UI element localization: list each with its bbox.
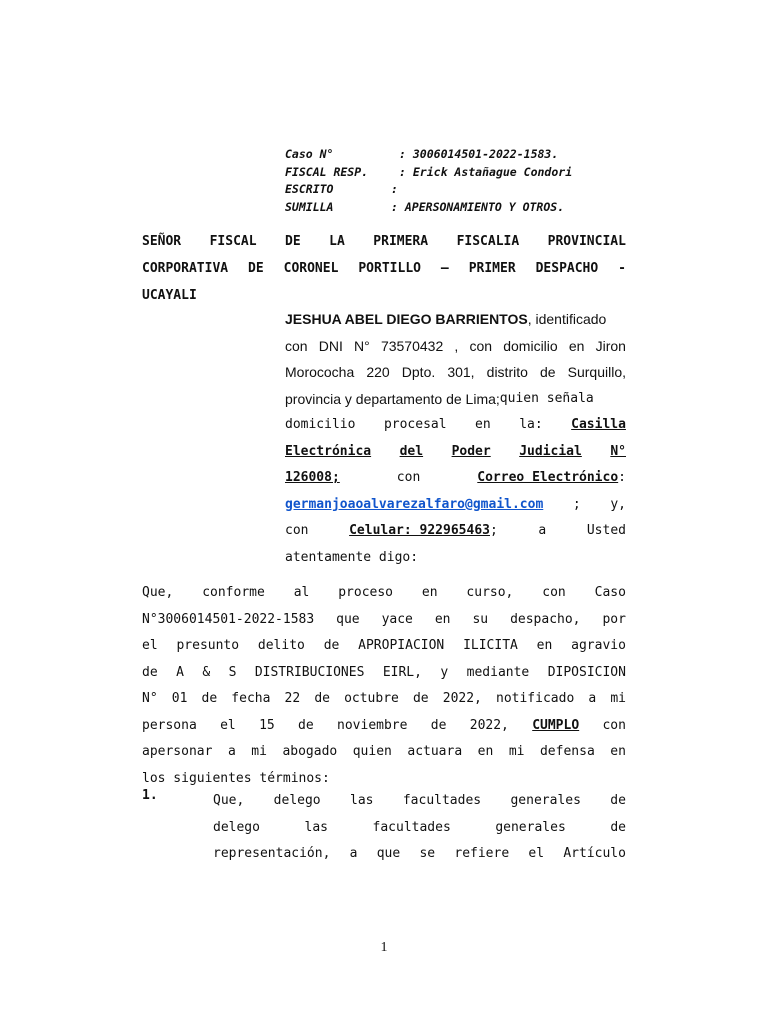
word: 220: [366, 364, 390, 380]
word: representación,: [213, 846, 331, 861]
ident-line-8: [285, 492, 626, 519]
word: Jiron: [595, 337, 626, 354]
word: Que,: [213, 793, 245, 808]
word: el: [220, 717, 236, 733]
word: de: [610, 793, 626, 808]
word: el: [528, 846, 545, 861]
word: con: [542, 585, 566, 600]
word: de: [298, 717, 314, 733]
word: a: [538, 523, 547, 538]
sumilla-value: APERSONAMIENTO Y OTROS.: [404, 199, 565, 214]
word: de: [412, 691, 429, 706]
cumplo-keyword: CUMPLO: [532, 717, 580, 733]
word: de: [430, 717, 447, 733]
fiscal-row: [285, 164, 572, 182]
word: en: [477, 744, 494, 759]
word: –: [440, 261, 449, 276]
word: noviembre: [337, 717, 408, 733]
word: y,: [610, 496, 626, 512]
word: Caso: [594, 585, 626, 600]
addressee-line-1: [142, 228, 626, 255]
word: APROPIACION: [358, 638, 445, 653]
word: LA: [329, 234, 345, 249]
word: DE: [285, 234, 301, 249]
word: -: [618, 261, 626, 276]
body-line-3: [142, 633, 626, 660]
case-number-value: 3006014501-2022-1583.: [412, 147, 559, 161]
word: su: [472, 611, 489, 627]
word: procesal: [383, 417, 447, 432]
email-label: Correo Electrónico: [477, 470, 619, 485]
word: Morococha: [285, 364, 355, 380]
word: por: [602, 611, 626, 627]
party-name: JESHUA ABEL DIEGO BARRIENTOS: [285, 311, 528, 327]
escrito-row: [285, 181, 572, 199]
word: delego: [213, 819, 260, 835]
word: DNI: [318, 337, 343, 354]
word: &: [202, 664, 211, 680]
word: el: [142, 638, 158, 653]
word: N°: [610, 443, 626, 459]
word: despacho,: [510, 611, 581, 627]
word: Poder: [451, 443, 491, 459]
word: mi: [251, 744, 267, 759]
word: en: [610, 744, 626, 759]
word: delito: [257, 638, 305, 653]
addressee-line-3: UCAYALI: [142, 288, 197, 303]
word: Artículo: [563, 846, 626, 861]
word: 2022,: [442, 691, 482, 706]
escrito-label: ESCRITO: [285, 182, 334, 196]
word: delego: [273, 793, 321, 808]
word: persona: [142, 717, 197, 733]
case-number-row: [285, 146, 572, 164]
body-line-2: [142, 607, 626, 634]
word: proceso: [338, 585, 394, 600]
word: 73570432: [380, 337, 444, 354]
word: en: [536, 638, 553, 653]
case-number-sep: :: [399, 147, 406, 161]
word: apersonar: [142, 744, 213, 759]
word: de: [610, 819, 626, 835]
ident-text: atentamente digo:: [285, 549, 419, 565]
word: quien: [352, 744, 392, 759]
fiscal-value: Erick Astañague Condori: [412, 164, 573, 179]
ident-line-4: [285, 386, 626, 413]
word: PRIMER: [468, 261, 516, 276]
word: con: [602, 717, 626, 733]
word: Que,: [142, 585, 174, 600]
word: facultades: [402, 793, 482, 808]
word: FISCALIA: [456, 234, 520, 249]
word: 22: [284, 691, 301, 706]
word: de: [323, 638, 340, 653]
word: fecha: [231, 691, 271, 706]
word: en: [421, 585, 438, 600]
word: mi: [508, 744, 525, 759]
word: las: [304, 819, 328, 835]
word: 2022,: [469, 717, 509, 733]
word: yace: [381, 611, 413, 627]
body-line-5: [142, 686, 626, 713]
body-line-4: [142, 660, 626, 687]
word: DIPOSICION: [547, 664, 626, 680]
word: de: [201, 691, 218, 706]
body-line-6: [142, 713, 626, 740]
casilla-number: 126008;: [285, 470, 340, 485]
ident-text: provincia y departamento de Lima;: [285, 390, 500, 407]
ident-line-2: [285, 333, 626, 360]
word: ILICITA: [463, 638, 518, 653]
word: con: [396, 470, 421, 485]
word: que: [336, 611, 360, 627]
word: a: [588, 691, 597, 706]
phone-number: Celular: 922965463: [349, 523, 490, 538]
word: octubre: [344, 691, 399, 706]
sumilla-sep: :: [391, 199, 398, 214]
word: PROVINCIAL: [547, 234, 626, 249]
sumilla-row: [285, 199, 572, 217]
body-line-1: [142, 580, 626, 607]
item-line-2: [213, 815, 626, 842]
case-header: [285, 146, 572, 216]
word: de: [539, 364, 556, 380]
word: A: [176, 664, 184, 680]
word: DISTRIBUCIONES: [254, 664, 365, 680]
item-line-3: [213, 841, 626, 868]
word: que: [376, 846, 401, 861]
ident-line-10: [285, 545, 626, 572]
word: Usted: [586, 523, 626, 538]
word: PORTILLO: [358, 261, 421, 276]
fiscal-sep: :: [399, 164, 406, 179]
word: 15: [259, 717, 275, 733]
word: Surquillo,: [567, 364, 626, 380]
word: y: [440, 664, 449, 680]
word: FISCAL: [209, 234, 257, 249]
word: distrito: [486, 364, 528, 380]
ident-line-1: [285, 306, 626, 333]
body-line-7: [142, 739, 626, 766]
ident-line-6: [285, 439, 626, 466]
word: SEÑOR: [142, 234, 182, 249]
word: N°: [354, 337, 370, 354]
ident-text: quien señala: [499, 390, 594, 406]
word: curso,: [466, 585, 514, 600]
word: Judicial: [519, 443, 582, 459]
word: a: [349, 846, 358, 861]
word: abogado: [282, 744, 338, 759]
word: DE: [248, 261, 264, 276]
word: agravio: [571, 638, 626, 653]
fiscal-label: FISCAL RESP.: [285, 164, 369, 179]
word: 301,: [447, 364, 475, 380]
word: domicilio: [503, 337, 558, 354]
ident-line-3: [285, 359, 626, 386]
word: 01: [171, 691, 188, 706]
word: domicilio: [285, 417, 356, 432]
word: mediante: [466, 664, 530, 680]
word: del: [399, 443, 424, 459]
word: DESPACHO: [535, 261, 599, 276]
word: PRIMERA: [373, 234, 429, 249]
addressee-line-2: [142, 255, 626, 282]
word: en: [434, 611, 451, 627]
word: las: [350, 793, 374, 808]
body-paragraph: [142, 580, 626, 792]
email-link[interactable]: germanjoaoalvarezalfaro@gmail.com: [285, 496, 544, 512]
word: se: [419, 846, 436, 861]
word: facultades: [372, 819, 451, 835]
addressee: [142, 228, 626, 309]
word: al: [293, 585, 310, 600]
word: generales: [495, 819, 566, 835]
word: N°: [142, 691, 158, 706]
word: :: [618, 470, 626, 485]
word: con: [285, 523, 309, 538]
word: de: [314, 691, 330, 706]
word: ,: [454, 337, 459, 354]
word: CORPORATIVA: [142, 261, 229, 276]
word: N°3006014501-2022-1583: [142, 611, 315, 627]
ident-text: , identificado: [527, 311, 607, 327]
item-1-text: [213, 788, 626, 868]
page-number: 1: [380, 940, 388, 955]
word: con: [285, 337, 308, 354]
word: notificado: [496, 691, 575, 706]
word: mi: [610, 691, 626, 706]
word: ;: [489, 523, 498, 538]
identification-paragraph: [285, 306, 626, 571]
case-number-label: Caso N°: [285, 147, 334, 161]
word: la:: [519, 417, 543, 432]
word: EIRL,: [382, 664, 422, 680]
word: Dpto.: [401, 364, 436, 380]
word: CORONEL: [283, 261, 339, 276]
sumilla-label: SUMILLA: [285, 199, 334, 214]
word: de: [142, 664, 158, 680]
word: con: [469, 337, 493, 354]
item-number: 1.: [142, 788, 158, 803]
word: Electrónica: [285, 443, 372, 459]
casilla-label: Casilla: [571, 417, 626, 432]
word: ;: [572, 496, 581, 512]
ident-line-5: [285, 412, 626, 439]
word: a: [227, 744, 236, 759]
word: S: [228, 664, 237, 680]
word: refiere: [454, 846, 510, 861]
ident-line-9: [285, 518, 626, 545]
word: conforme: [202, 585, 265, 600]
escrito-sep: :: [391, 182, 398, 196]
word: generales: [510, 793, 581, 808]
word: en: [475, 417, 491, 432]
word: actuara: [407, 744, 463, 759]
word: en: [568, 337, 585, 354]
body-text: los siguientes términos:: [142, 770, 330, 786]
word: defensa: [539, 744, 595, 759]
ident-line-7: [285, 465, 626, 492]
word: presunto: [176, 638, 240, 653]
item-line-1: [213, 788, 626, 815]
